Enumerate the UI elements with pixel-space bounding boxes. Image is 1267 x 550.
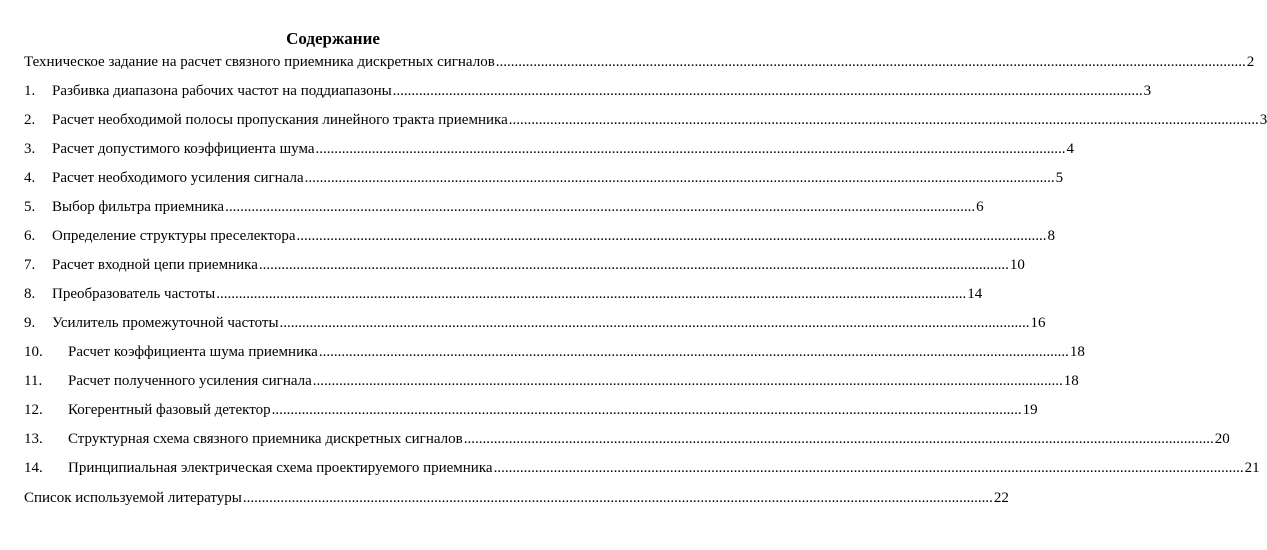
toc-entry-text: Определение структуры преселектора <box>52 228 296 244</box>
toc-title: Содержание <box>286 29 380 48</box>
toc-entry-page: 18 <box>1069 344 1085 360</box>
toc-entry-number: 13. <box>24 431 43 447</box>
toc-leader-dots: ........................................................................................................................................................................................................ <box>463 431 1214 447</box>
toc-entry-number: 1. <box>24 83 36 99</box>
toc-entry-page: 5 <box>1055 170 1064 186</box>
toc-entry-number: 14. <box>24 460 43 476</box>
toc-entry-text: Расчет коэффициента шума приемника <box>68 344 318 360</box>
toc-entry <box>24 400 1038 420</box>
toc-entry-text: Расчет полученного усиления сигнала <box>68 373 312 389</box>
toc-leader-dots: ........................................................................................................................................................................................................ <box>225 199 976 215</box>
toc-entry-page: 2 <box>1246 54 1255 70</box>
toc-entry-number: 12. <box>24 402 43 418</box>
toc-entry-page: 8 <box>1047 228 1055 244</box>
toc-entry-page: 20 <box>1214 431 1230 447</box>
toc-entry-text: Усилитель промежуточной частоты <box>52 315 279 331</box>
toc-entry-text: Расчет необходимой полосы пропускания линейного тракта приемника <box>52 112 508 128</box>
toc-entry-text: Принципиальная электрическая схема проектируемого приемника <box>68 460 493 476</box>
toc-leader-dots: ........................................................................................................................................................................................................ <box>271 402 1022 418</box>
toc-entry-number: 10. <box>24 344 43 360</box>
toc-entry-text: Расчет необходимого усиления сигнала <box>52 170 304 186</box>
toc-entry-page: 16 <box>1030 315 1046 331</box>
toc-entry-page: 6 <box>976 199 984 215</box>
toc-entry-text: Когерентный фазовый детектор <box>68 402 271 418</box>
toc-entry <box>24 458 1260 478</box>
toc-leader-dots: ........................................................................................................................................................................................................ <box>279 315 1030 331</box>
toc-entry-page: 19 <box>1022 402 1038 418</box>
toc-entry-number: 8. <box>24 286 36 302</box>
toc-entry-page: 3 <box>1259 112 1267 128</box>
toc-entry-page: 14 <box>967 286 983 302</box>
toc-entry-number: 3. <box>24 141 36 157</box>
toc-entry <box>24 110 1267 130</box>
toc-leader-dots: ........................................................................................................................................................................................................ <box>392 83 1143 99</box>
toc-entry <box>24 429 1230 449</box>
toc-entry-number: 5. <box>24 199 36 215</box>
toc-entry <box>24 81 1152 101</box>
toc-leader-dots: ........................................................................................................................................................................................................ <box>242 490 993 506</box>
toc-entry-number: 7. <box>24 257 36 273</box>
toc-entry <box>24 488 1009 508</box>
toc-entry-number: 11. <box>24 373 43 389</box>
toc-entry-number: 9. <box>24 315 36 331</box>
toc-leader-dots: ........................................................................................................................................................................................................ <box>318 344 1069 360</box>
toc-entry <box>24 52 1255 72</box>
toc-entry <box>24 139 1075 159</box>
toc-entry-text: Список используемой литературы <box>24 490 242 506</box>
toc-entry <box>24 255 1025 275</box>
toc-entry-page: 10 <box>1009 257 1025 273</box>
toc-entry <box>24 284 983 304</box>
toc-entry <box>24 168 1064 188</box>
toc-leader-dots: ........................................................................................................................................................................................................ <box>258 257 1009 273</box>
toc-entry <box>24 313 1046 333</box>
toc-leader-dots: ........................................................................................................................................................................................................ <box>508 112 1259 128</box>
toc-entry-text: Расчет допустимого коэффициента шума <box>52 141 315 157</box>
toc-leader-dots: ........................................................................................................................................................................................................ <box>216 286 967 302</box>
toc-entry <box>24 197 984 217</box>
toc-leader-dots: ........................................................................................................................................................................................................ <box>312 373 1063 389</box>
toc-entry-text: Структурная схема связного приемника дискретных сигналов <box>68 431 463 447</box>
toc-entry-number: 2. <box>24 112 36 128</box>
toc-entry-page: 22 <box>993 490 1009 506</box>
toc-leader-dots: ........................................................................................................................................................................................................ <box>315 141 1066 157</box>
toc-entry-number: 4. <box>24 170 36 186</box>
toc-leader-dots: ........................................................................................................................................................................................................ <box>495 54 1246 70</box>
toc-entry-text: Техническое задание на расчет связного приемника дискретных сигналов <box>24 54 495 70</box>
toc-entry-page: 21 <box>1244 460 1260 476</box>
toc-leader-dots: ........................................................................................................................................................................................................ <box>304 170 1055 186</box>
toc-leader-dots: ........................................................................................................................................................................................................ <box>493 460 1244 476</box>
toc-entry <box>24 371 1079 391</box>
toc-entry-text: Расчет входной цепи приемника <box>52 257 258 273</box>
toc-entry-page: 3 <box>1143 83 1152 99</box>
toc-entry-text: Выбор фильтра приемника <box>52 199 225 215</box>
toc-leader-dots: ........................................................................................................................................................................................................ <box>296 228 1047 244</box>
toc-entry-page: 4 <box>1066 141 1075 157</box>
toc-entry-page: 18 <box>1063 373 1079 389</box>
toc-entry-text: Преобразователь частоты <box>52 286 216 302</box>
toc-entry-number: 6. <box>24 228 36 244</box>
toc-entry <box>24 226 1055 246</box>
toc-entry-text: Разбивка диапазона рабочих частот на поддиапазоны <box>52 83 392 99</box>
toc-entry <box>24 342 1085 362</box>
